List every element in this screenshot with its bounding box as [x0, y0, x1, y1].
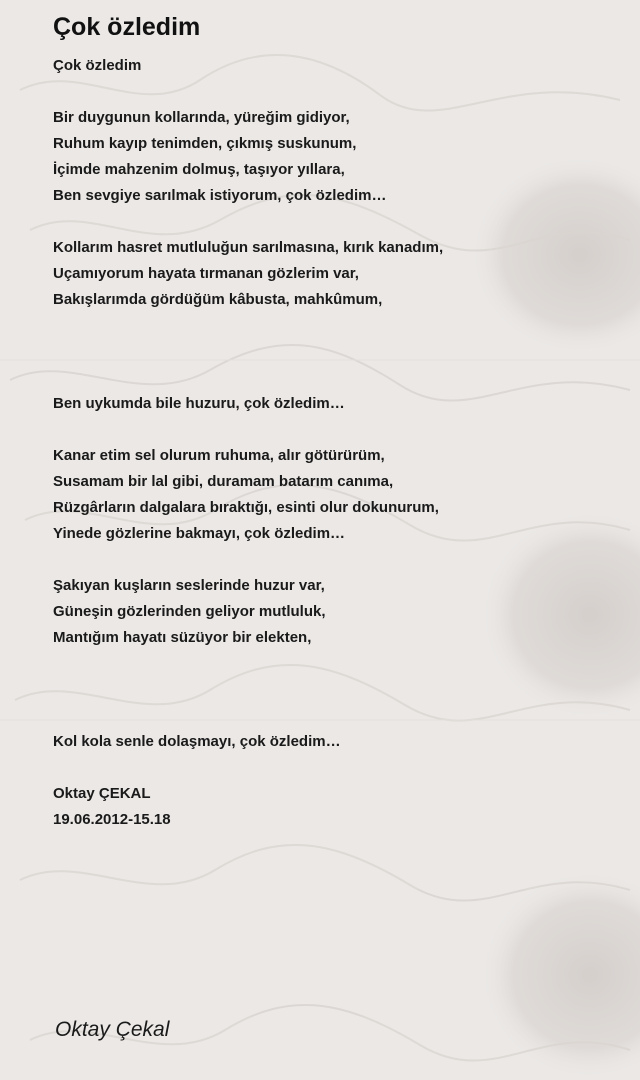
stanza-6 [53, 729, 443, 755]
page-title: Çok özledim [53, 13, 201, 41]
poem-line: Uçamıyorum hayata tırmanan gözlerim var, [53, 265, 359, 282]
stanza-3 [53, 391, 443, 417]
poem-date: 19.06.2012-15.18 [53, 811, 171, 828]
poem-heading: Çok özledim [53, 57, 142, 74]
stanza-2 [53, 235, 443, 313]
poem-line: İçimde mahzenim dolmuş, taşıyor yıllara, [53, 161, 345, 178]
poem-line: Güneşin gözlerinden geliyor mutluluk, [53, 603, 326, 620]
poem-line: Susamam bir lal gibi, duramam batarım canıma, [53, 473, 394, 490]
poem-body [53, 53, 443, 833]
poem-line: Yinede gözlerine bakmayı, çok özledim… [53, 525, 346, 542]
poem-author: Oktay ÇEKAL [53, 785, 151, 802]
poem-line: Şakıyan kuşların seslerinde huzur var, [53, 577, 325, 594]
poem-line: Bakışlarımda gördüğüm kâbusta, mahkûmum, [53, 291, 383, 308]
stanza-4 [53, 443, 443, 547]
stanza-5 [53, 573, 443, 651]
author-signature: Oktay Çekal [55, 1018, 170, 1041]
poem-line: Bir duygunun kollarında, yüreğim gidiyor, [53, 109, 350, 126]
poem-line: Rüzgârların dalgalara bıraktığı, esinti olur dokunurum, [53, 499, 439, 516]
poem-line: Ruhum kayıp tenimden, çıkmış suskunum, [53, 135, 357, 152]
poem-line: Mantığım hayatı süzüyor bir elekten, [53, 629, 312, 646]
poem-line: Kanar etim sel olurum ruhuma, alır götürürüm, [53, 447, 385, 464]
stanza-1 [53, 105, 443, 209]
poem-line: Kol kola senle dolaşmayı, çok özledim… [53, 733, 341, 750]
poem-line: Kollarım hasret mutluluğun sarılmasına, kırık kanadım, [53, 239, 444, 256]
poem-line: Ben uykumda bile huzuru, çok özledim… [53, 395, 345, 412]
poem-line: Ben sevgiye sarılmak istiyorum, çok özledim… [53, 187, 387, 204]
